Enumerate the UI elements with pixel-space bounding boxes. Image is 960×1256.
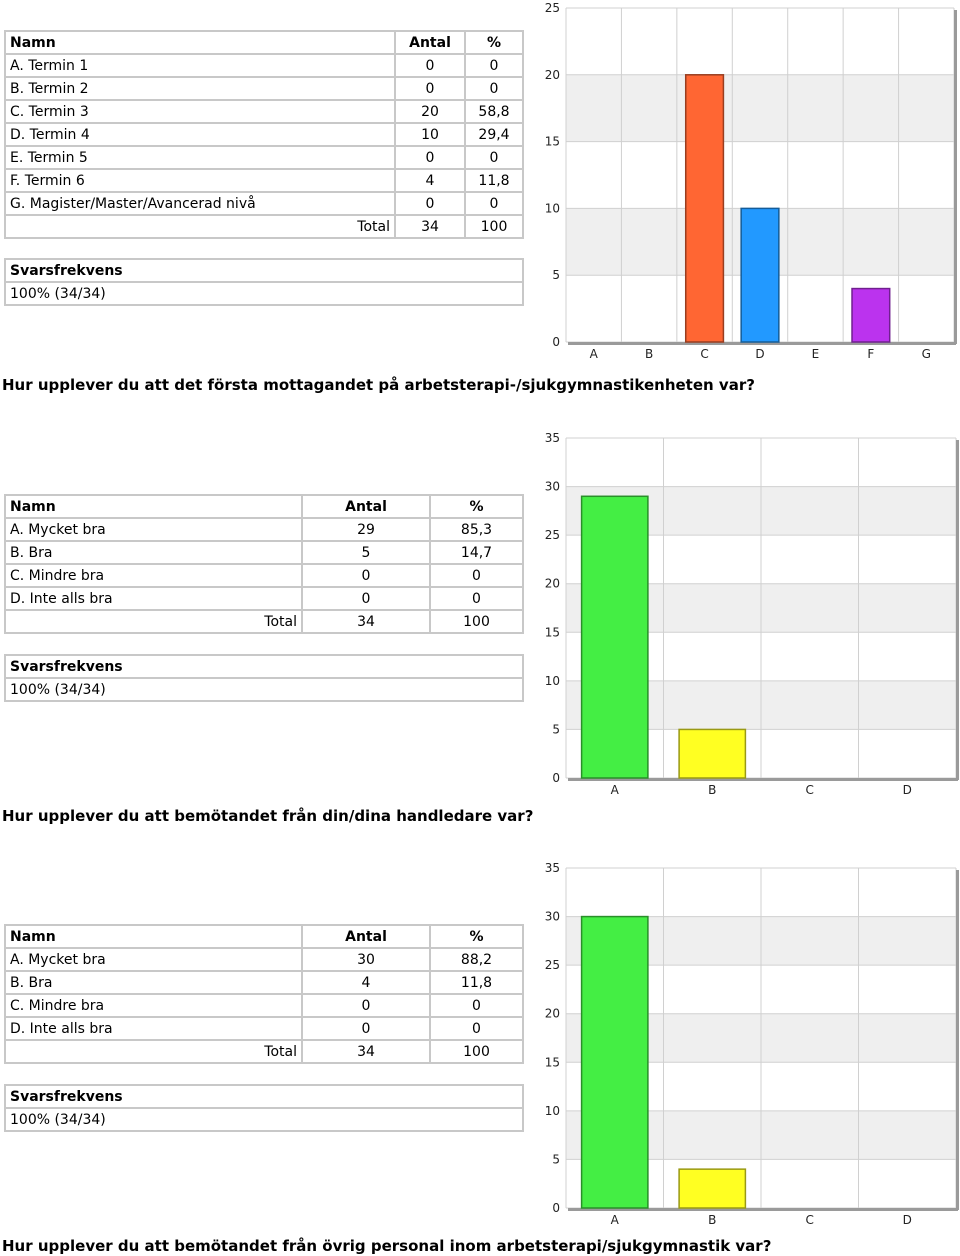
- y-tick-label: 20: [544, 67, 560, 82]
- y-tick-label: 25: [544, 958, 560, 973]
- x-tick-label: A: [610, 1213, 619, 1227]
- table-row: [4, 972, 524, 995]
- x-tick-label: D: [755, 347, 765, 361]
- col-header-percent: %: [431, 494, 524, 519]
- total-antal: 34: [396, 216, 466, 239]
- cell-namn: D. Inte alls bra: [4, 588, 303, 611]
- total-percent: 100: [431, 1041, 524, 1064]
- bar-chart-3: [530, 860, 960, 1226]
- x-tick-label: B: [645, 347, 654, 361]
- bar-chart-1: [530, 0, 960, 366]
- bar-chart-2: [530, 430, 960, 796]
- x-tick-label: F: [867, 347, 875, 361]
- cell-percent: 0: [466, 147, 524, 170]
- cell-namn: B. Bra: [4, 542, 303, 565]
- cell-namn: A. Mycket bra: [4, 519, 303, 542]
- y-tick-label: 0: [552, 771, 560, 785]
- bar: [679, 729, 745, 778]
- svarsfrekvens-label: Svarsfrekvens: [4, 258, 524, 283]
- cell-antal: 0: [303, 995, 431, 1018]
- table-row: [4, 588, 524, 611]
- cell-percent: 29,4: [466, 124, 524, 147]
- x-tick-label: C: [805, 1213, 814, 1227]
- table-total-row: [4, 1041, 524, 1064]
- table-row: [4, 147, 524, 170]
- cell-percent: 0: [466, 193, 524, 216]
- cell-antal: 0: [396, 55, 466, 78]
- y-tick-label: 25: [544, 1, 560, 15]
- cell-percent: 88,2: [431, 949, 524, 972]
- cell-namn: A. Mycket bra: [4, 949, 303, 972]
- x-tick-label: A: [610, 783, 619, 797]
- question-1: Hur upplever du att det första mottagandet på arbetsterapi-/sjukgymnastikenheten var?: [2, 376, 755, 394]
- y-tick-label: 5: [552, 1152, 560, 1167]
- cell-percent: 85,3: [431, 519, 524, 542]
- cell-percent: 0: [466, 55, 524, 78]
- cell-namn: F. Termin 6: [4, 170, 396, 193]
- x-tick-label: D: [902, 1213, 912, 1227]
- results-table-3: [4, 924, 524, 1064]
- cell-antal: 30: [303, 949, 431, 972]
- col-header-namn: Namn: [4, 494, 303, 519]
- bar: [852, 289, 890, 342]
- results-table-2: [4, 494, 524, 634]
- y-tick-label: 5: [552, 268, 560, 283]
- bar: [686, 75, 724, 342]
- svarsfrekvens-table-2: [4, 654, 524, 702]
- y-tick-label: 0: [552, 335, 560, 349]
- y-tick-label: 30: [544, 479, 560, 494]
- cell-antal: 5: [303, 542, 431, 565]
- table-row: [4, 949, 524, 972]
- grid-band: [566, 142, 954, 209]
- cell-antal: 20: [396, 101, 466, 124]
- table-header-row: [4, 924, 524, 949]
- cell-antal: 0: [303, 565, 431, 588]
- col-header-namn: Namn: [4, 30, 396, 55]
- total-antal: 34: [303, 611, 431, 634]
- col-header-percent: %: [431, 924, 524, 949]
- table-row: [4, 565, 524, 588]
- y-tick-label: 35: [544, 431, 560, 445]
- x-tick-label: B: [708, 1213, 717, 1227]
- cell-percent: 14,7: [431, 542, 524, 565]
- cell-percent: 11,8: [431, 972, 524, 995]
- y-tick-label: 10: [544, 673, 560, 688]
- cell-namn: B. Bra: [4, 972, 303, 995]
- x-tick-label: E: [811, 347, 820, 361]
- y-tick-label: 10: [544, 201, 560, 216]
- table-row: [4, 124, 524, 147]
- question-3: Hur upplever du att bemötandet från övrig personal inom arbetsterapi/sjukgymnastik var?: [2, 1237, 772, 1255]
- total-percent: 100: [431, 611, 524, 634]
- x-tick-label: D: [902, 783, 912, 797]
- table-row: [4, 101, 524, 124]
- y-tick-label: 15: [544, 134, 560, 149]
- x-tick-label: C: [805, 783, 814, 797]
- cell-namn: D. Termin 4: [4, 124, 396, 147]
- cell-antal: 4: [396, 170, 466, 193]
- table-row: [4, 193, 524, 216]
- table-total-row: [4, 216, 524, 239]
- table-total-row: [4, 611, 524, 634]
- x-tick-label: C: [700, 347, 709, 361]
- cell-namn: A. Termin 1: [4, 55, 396, 78]
- x-tick-label: A: [589, 347, 598, 361]
- y-tick-label: 0: [552, 1201, 560, 1215]
- svarsfrekvens-value: 100% (34/34): [4, 283, 524, 306]
- cell-antal: 0: [396, 147, 466, 170]
- y-tick-label: 5: [552, 722, 560, 737]
- question-2: Hur upplever du att bemötandet från din/dina handledare var?: [2, 807, 534, 825]
- cell-percent: 0: [466, 78, 524, 101]
- bar: [679, 1169, 745, 1208]
- cell-percent: 58,8: [466, 101, 524, 124]
- table-row: [4, 542, 524, 565]
- cell-antal: 0: [396, 193, 466, 216]
- cell-namn: B. Termin 2: [4, 78, 396, 101]
- table-row: [4, 519, 524, 542]
- cell-antal: 4: [303, 972, 431, 995]
- chart-shadow: [956, 870, 959, 1210]
- total-antal: 34: [303, 1041, 431, 1064]
- y-tick-label: 10: [544, 1103, 560, 1118]
- grid-band: [566, 8, 954, 75]
- total-percent: 100: [466, 216, 524, 239]
- svarsfrekvens-table-1: [4, 258, 524, 306]
- y-tick-label: 20: [544, 1006, 560, 1021]
- y-tick-label: 15: [544, 1055, 560, 1070]
- y-tick-label: 25: [544, 528, 560, 543]
- svarsfrekvens-value: 100% (34/34): [4, 1109, 524, 1132]
- svarsfrekvens-label: Svarsfrekvens: [4, 1084, 524, 1109]
- x-tick-label: B: [708, 783, 717, 797]
- svarsfrekvens-label: Svarsfrekvens: [4, 654, 524, 679]
- total-label: Total: [4, 216, 396, 239]
- table-row: [4, 995, 524, 1018]
- col-header-antal: Antal: [396, 30, 466, 55]
- cell-namn: C. Mindre bra: [4, 995, 303, 1018]
- cell-antal: 0: [303, 588, 431, 611]
- table-header-row: [4, 494, 524, 519]
- cell-namn: C. Termin 3: [4, 101, 396, 124]
- cell-percent: 11,8: [466, 170, 524, 193]
- total-label: Total: [4, 1041, 303, 1064]
- cell-antal: 29: [303, 519, 431, 542]
- bar: [582, 917, 648, 1208]
- col-header-antal: Antal: [303, 494, 431, 519]
- chart-shadow: [956, 440, 959, 780]
- cell-namn: D. Inte alls bra: [4, 1018, 303, 1041]
- cell-antal: 0: [396, 78, 466, 101]
- cell-antal: 0: [303, 1018, 431, 1041]
- y-tick-label: 15: [544, 625, 560, 640]
- col-header-antal: Antal: [303, 924, 431, 949]
- cell-percent: 0: [431, 1018, 524, 1041]
- y-tick-label: 35: [544, 861, 560, 875]
- svarsfrekvens-table-3: [4, 1084, 524, 1132]
- table-row: [4, 55, 524, 78]
- cell-percent: 0: [431, 565, 524, 588]
- total-label: Total: [4, 611, 303, 634]
- svarsfrekvens-value: 100% (34/34): [4, 679, 524, 702]
- table-row: [4, 78, 524, 101]
- table-row: [4, 170, 524, 193]
- grid-band: [566, 75, 954, 142]
- bar: [741, 208, 779, 342]
- bar: [582, 496, 648, 778]
- cell-namn: C. Mindre bra: [4, 565, 303, 588]
- results-table-1: [4, 30, 524, 239]
- cell-percent: 0: [431, 588, 524, 611]
- cell-antal: 10: [396, 124, 466, 147]
- chart-shadow: [954, 10, 957, 344]
- y-tick-label: 20: [544, 576, 560, 591]
- col-header-namn: Namn: [4, 924, 303, 949]
- col-header-percent: %: [466, 30, 524, 55]
- cell-percent: 0: [431, 995, 524, 1018]
- cell-namn: G. Magister/Master/Avancerad nivå: [4, 193, 396, 216]
- table-header-row: [4, 30, 524, 55]
- cell-namn: E. Termin 5: [4, 147, 396, 170]
- y-tick-label: 30: [544, 909, 560, 924]
- x-tick-label: G: [921, 347, 931, 361]
- table-row: [4, 1018, 524, 1041]
